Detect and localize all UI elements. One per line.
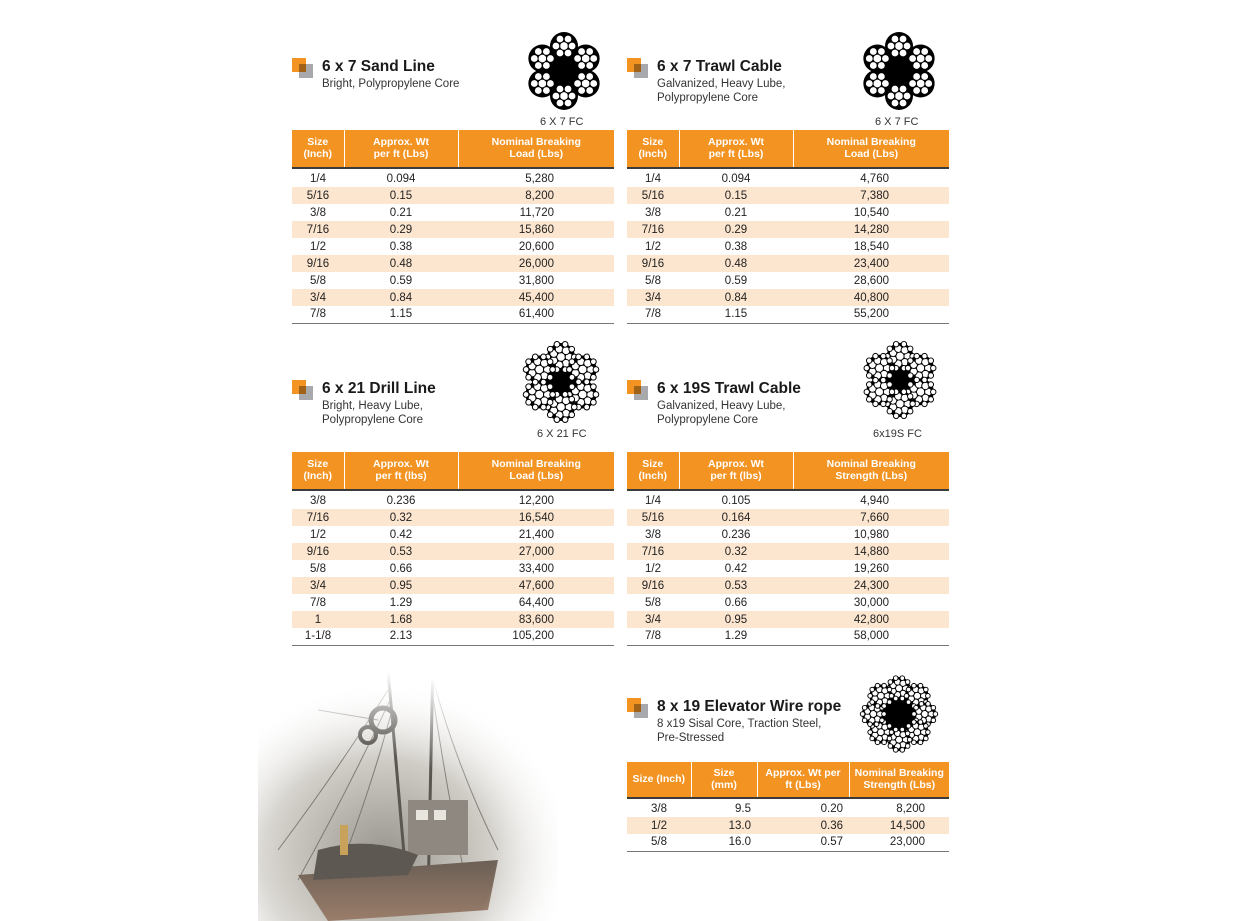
table-cell: 9/16 bbox=[627, 577, 679, 594]
table-cell: 3/4 bbox=[627, 611, 679, 628]
column-header: Size (Inch) bbox=[292, 452, 344, 490]
table-cell: 0.42 bbox=[389, 528, 413, 541]
table-cell: 0.95 bbox=[679, 611, 793, 628]
table-row bbox=[627, 289, 949, 306]
table-row bbox=[627, 272, 949, 289]
table-cell: 14,500 bbox=[849, 817, 949, 834]
table-cell: 83,600 bbox=[458, 611, 614, 628]
table-cell: 0.59 bbox=[724, 274, 748, 287]
table-row bbox=[292, 289, 614, 306]
table-cell: 1.29 bbox=[679, 628, 793, 645]
rope-label: 6 X 21 FC bbox=[537, 428, 587, 440]
table-cell: 0.29 bbox=[344, 221, 458, 238]
table-cell: 42,800 bbox=[793, 611, 949, 628]
table-cell: 30,000 bbox=[853, 596, 889, 609]
table-header-row bbox=[627, 130, 949, 168]
table-cell: 20,600 bbox=[518, 240, 554, 253]
rope-label: 6 X 7 FC bbox=[875, 116, 919, 128]
table-cell: 10,980 bbox=[853, 528, 889, 541]
table-cell: 5/16 bbox=[627, 187, 679, 204]
table-row bbox=[627, 543, 949, 560]
rope-cross-section-icon bbox=[859, 674, 939, 754]
table-cell: 45,400 bbox=[458, 289, 614, 306]
table-header-row bbox=[627, 762, 949, 798]
table-cell: 7/16 bbox=[292, 221, 344, 238]
spec-table bbox=[627, 130, 949, 324]
table-cell: 9.5 bbox=[735, 803, 751, 815]
table-cell: 1/4 bbox=[310, 173, 326, 185]
column-header: Nominal Breaking Strength (Lbs) bbox=[849, 762, 949, 798]
section-title: 6 x 19S Trawl Cable bbox=[657, 380, 801, 397]
rope-cross-section-icon bbox=[519, 340, 603, 424]
column-header: Size (Inch) bbox=[627, 130, 679, 168]
table-cell: 12,200 bbox=[518, 495, 554, 507]
table-cell: 7/8 bbox=[627, 306, 679, 323]
table-cell: 26,000 bbox=[458, 255, 614, 272]
table-row bbox=[292, 238, 614, 255]
rope-cross-section-icon bbox=[860, 340, 940, 420]
bullet-icon bbox=[292, 380, 314, 400]
table-row bbox=[627, 560, 949, 577]
table-cell: 0.38 bbox=[724, 240, 748, 253]
table-cell: 9/16 bbox=[292, 543, 344, 560]
table-cell: 0.094 bbox=[386, 173, 416, 185]
table-header-row bbox=[292, 130, 614, 168]
table-cell: 9/16 bbox=[292, 255, 344, 272]
table-cell: 5/8 bbox=[627, 834, 691, 851]
table-row bbox=[627, 255, 949, 272]
bullet-icon bbox=[627, 58, 649, 78]
table-row bbox=[627, 204, 949, 221]
table-cell: 33,400 bbox=[518, 562, 554, 575]
table-cell: 1/2 bbox=[627, 817, 691, 834]
spec-table bbox=[627, 762, 949, 852]
table-cell: 0.15 bbox=[344, 187, 458, 204]
table-row bbox=[627, 611, 949, 628]
table-row bbox=[292, 168, 614, 187]
spec-table bbox=[292, 452, 614, 646]
table-cell: 4,940 bbox=[860, 495, 889, 507]
table-cell: 105,200 bbox=[458, 628, 614, 645]
spec-table bbox=[627, 452, 949, 646]
table-cell: 0.53 bbox=[344, 543, 458, 560]
table-cell: 7/16 bbox=[627, 543, 679, 560]
table-cell: 0.094 bbox=[721, 173, 751, 185]
table-row bbox=[292, 628, 614, 645]
column-header: Nominal Breaking Load (Lbs) bbox=[458, 452, 614, 490]
column-header: Approx. Wt per ft (Lbs) bbox=[757, 762, 849, 798]
table-cell: 0.32 bbox=[344, 509, 458, 526]
table-cell: 0.236 bbox=[721, 528, 751, 541]
table-cell: 3/4 bbox=[627, 289, 679, 306]
table-cell: 64,400 bbox=[518, 596, 554, 609]
table-row bbox=[627, 187, 949, 204]
section-6x7-sand-line bbox=[292, 40, 614, 321]
table-cell: 19,260 bbox=[853, 562, 889, 575]
column-header: Size (Inch) bbox=[627, 762, 691, 798]
table-cell: 9/16 bbox=[627, 255, 679, 272]
section-subtitle: Galvanized, Heavy Lube, Polypropylene Core bbox=[657, 78, 786, 104]
table-row bbox=[292, 272, 614, 289]
table-row bbox=[292, 543, 614, 560]
table-cell: 1.15 bbox=[344, 306, 458, 323]
table-cell: 5/16 bbox=[292, 187, 344, 204]
table-cell: 31,800 bbox=[518, 274, 554, 287]
rope-cross-section-icon bbox=[523, 30, 605, 112]
table-cell: 11,720 bbox=[519, 206, 554, 219]
table-row bbox=[292, 560, 614, 577]
table-cell: 5/8 bbox=[310, 274, 326, 287]
table-header-row bbox=[292, 452, 614, 490]
table-cell: 1/2 bbox=[645, 240, 661, 253]
table-cell: 4,760 bbox=[860, 173, 889, 185]
table-cell: 13.0 bbox=[691, 817, 757, 834]
bullet-icon bbox=[292, 58, 314, 78]
table-cell: 0.21 bbox=[389, 206, 413, 219]
table-row bbox=[292, 204, 614, 221]
table-row bbox=[627, 628, 949, 645]
table-row bbox=[627, 490, 949, 509]
table-cell: 61,400 bbox=[458, 306, 614, 323]
table-row bbox=[627, 238, 949, 255]
table-cell: 0.36 bbox=[757, 817, 849, 834]
table-cell: 0.48 bbox=[679, 255, 793, 272]
table-cell: 0.84 bbox=[679, 289, 793, 306]
table-cell: 14,880 bbox=[793, 543, 949, 560]
table-row bbox=[292, 490, 614, 509]
table-cell: 3/8 bbox=[310, 495, 326, 507]
column-header: Approx. Wt per ft (lbs) bbox=[679, 452, 793, 490]
table-row bbox=[292, 306, 614, 323]
table-cell: 0.53 bbox=[679, 577, 793, 594]
column-header: Approx. Wt per ft (Lbs) bbox=[679, 130, 793, 168]
table-cell: 5,280 bbox=[525, 173, 554, 185]
column-header: Size (Inch) bbox=[627, 452, 679, 490]
table-row bbox=[627, 798, 949, 817]
table-cell: 16.0 bbox=[691, 834, 757, 851]
table-row bbox=[627, 817, 949, 834]
table-cell: 7/8 bbox=[310, 596, 326, 609]
column-header: Approx. Wt per ft (lbs) bbox=[344, 452, 458, 490]
table-cell: 24,300 bbox=[793, 577, 949, 594]
table-row bbox=[292, 221, 614, 238]
table-cell: 0.236 bbox=[386, 495, 416, 507]
rope-label: 6 X 7 FC bbox=[540, 116, 584, 128]
table-cell: 14,280 bbox=[793, 221, 949, 238]
table-cell: 7/8 bbox=[627, 628, 679, 645]
section-title: 8 x 19 Elevator Wire rope bbox=[657, 698, 842, 715]
section-6x7-trawl-cable bbox=[627, 40, 949, 321]
table-cell: 21,400 bbox=[518, 528, 554, 541]
table-row bbox=[627, 834, 949, 851]
rope-label: 6x19S FC bbox=[873, 428, 922, 440]
table-row bbox=[292, 187, 614, 204]
table-cell: 1.68 bbox=[344, 611, 458, 628]
section-subtitle: 8 x19 Sisal Core, Traction Steel, Pre-Stressed bbox=[657, 718, 822, 744]
table-row bbox=[292, 509, 614, 526]
table-cell: 7,660 bbox=[793, 509, 949, 526]
table-row bbox=[627, 168, 949, 187]
table-row bbox=[627, 509, 949, 526]
table-cell: 28,600 bbox=[853, 274, 889, 287]
table-cell: 10,540 bbox=[853, 206, 889, 219]
table-cell: 0.66 bbox=[724, 596, 748, 609]
table-cell: 5/8 bbox=[645, 274, 661, 287]
bullet-icon bbox=[627, 698, 649, 718]
table-cell: 0.20 bbox=[820, 803, 843, 815]
table-cell: 58,000 bbox=[793, 628, 949, 645]
rope-cross-section-icon bbox=[858, 30, 940, 112]
table-cell: 3/8 bbox=[645, 528, 661, 541]
column-header: Approx. Wt per ft (Lbs) bbox=[344, 130, 458, 168]
table-row bbox=[292, 255, 614, 272]
table-cell: 7/16 bbox=[292, 509, 344, 526]
table-cell: 0.29 bbox=[679, 221, 793, 238]
table-cell: 16,540 bbox=[458, 509, 614, 526]
table-cell: 23,000 bbox=[849, 834, 949, 851]
table-cell: 1.15 bbox=[679, 306, 793, 323]
table-cell: 5/16 bbox=[627, 509, 679, 526]
table-cell: 1 bbox=[292, 611, 344, 628]
table-cell: 1/2 bbox=[645, 562, 661, 575]
table-cell: 18,540 bbox=[853, 240, 889, 253]
table-cell: 7,380 bbox=[793, 187, 949, 204]
table-cell: 0.95 bbox=[344, 577, 458, 594]
table-cell: 8,200 bbox=[896, 803, 925, 815]
table-cell: 23,400 bbox=[793, 255, 949, 272]
section-subtitle: Bright, Polypropylene Core bbox=[322, 78, 460, 90]
table-cell: 0.38 bbox=[389, 240, 413, 253]
fishing-boat-image bbox=[258, 650, 558, 921]
table-cell: 7/8 bbox=[292, 306, 344, 323]
table-cell: 0.105 bbox=[721, 495, 751, 507]
table-cell: 1-1/8 bbox=[292, 628, 344, 645]
table-cell: 15,860 bbox=[458, 221, 614, 238]
section-8x19-elevator-wire-rope bbox=[627, 680, 949, 849]
section-subtitle: Bright, Heavy Lube, Polypropylene Core bbox=[322, 400, 424, 426]
table-cell: 2.13 bbox=[344, 628, 458, 645]
table-cell: 1/4 bbox=[645, 495, 661, 507]
table-row bbox=[292, 526, 614, 543]
table-cell: 3/4 bbox=[292, 577, 344, 594]
section-title: 6 x 7 Trawl Cable bbox=[657, 58, 782, 75]
table-cell: 0.59 bbox=[389, 274, 413, 287]
table-row bbox=[292, 611, 614, 628]
table-cell: 0.21 bbox=[724, 206, 748, 219]
table-cell: 0.84 bbox=[344, 289, 458, 306]
section-subtitle: Galvanized, Heavy Lube, Polypropylene Core bbox=[657, 400, 786, 426]
bullet-icon bbox=[627, 380, 649, 400]
table-row bbox=[627, 306, 949, 323]
column-header: Size (mm) bbox=[691, 762, 757, 798]
table-cell: 1/2 bbox=[310, 240, 326, 253]
table-cell: 3/8 bbox=[310, 206, 326, 219]
table-cell: 27,000 bbox=[458, 543, 614, 560]
table-cell: 0.48 bbox=[344, 255, 458, 272]
table-cell: 8,200 bbox=[458, 187, 614, 204]
table-cell: 1/4 bbox=[645, 173, 661, 185]
table-cell: 7/16 bbox=[627, 221, 679, 238]
table-cell: 3/8 bbox=[651, 803, 667, 815]
table-header-row bbox=[627, 452, 949, 490]
column-header: Size (Inch) bbox=[292, 130, 344, 168]
table-cell: 0.164 bbox=[679, 509, 793, 526]
section-title: 6 x 21 Drill Line bbox=[322, 380, 436, 397]
table-cell: 0.15 bbox=[679, 187, 793, 204]
section-6x21-drill-line bbox=[292, 362, 614, 643]
section-6x19s-trawl-cable bbox=[627, 362, 949, 643]
table-row bbox=[627, 594, 949, 611]
section-title: 6 x 7 Sand Line bbox=[322, 58, 435, 75]
table-row bbox=[627, 526, 949, 543]
column-header: Nominal Breaking Strength (Lbs) bbox=[793, 452, 949, 490]
table-cell: 0.32 bbox=[679, 543, 793, 560]
spec-table bbox=[292, 130, 614, 324]
table-cell: 47,600 bbox=[458, 577, 614, 594]
table-cell: 55,200 bbox=[793, 306, 949, 323]
column-header: Nominal Breaking Load (Lbs) bbox=[458, 130, 614, 168]
table-cell: 1.29 bbox=[389, 596, 413, 609]
column-header: Nominal Breaking Load (Lbs) bbox=[793, 130, 949, 168]
table-cell: 5/8 bbox=[645, 596, 661, 609]
table-row bbox=[292, 594, 614, 611]
table-cell: 40,800 bbox=[793, 289, 949, 306]
table-cell: 1/2 bbox=[310, 528, 326, 541]
table-cell: 3/4 bbox=[292, 289, 344, 306]
table-row bbox=[627, 577, 949, 594]
table-cell: 0.66 bbox=[389, 562, 413, 575]
table-row bbox=[292, 577, 614, 594]
table-cell: 0.57 bbox=[757, 834, 849, 851]
table-cell: 3/8 bbox=[645, 206, 661, 219]
table-cell: 0.42 bbox=[724, 562, 748, 575]
table-cell: 5/8 bbox=[310, 562, 326, 575]
table-row bbox=[627, 221, 949, 238]
